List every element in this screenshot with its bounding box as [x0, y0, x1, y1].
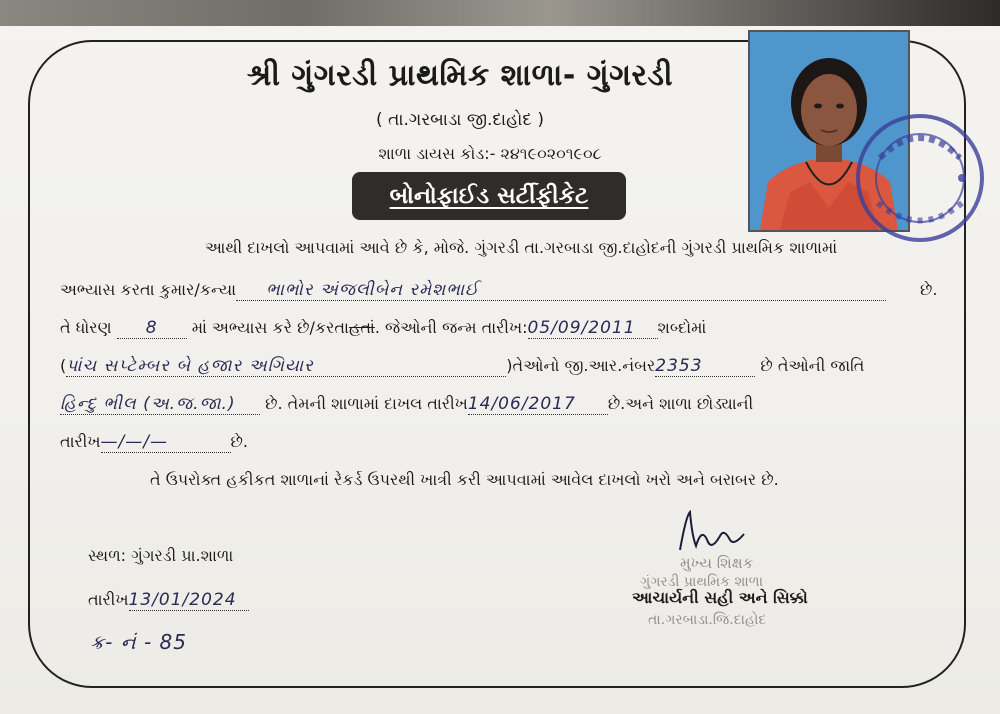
taluka-district: ( તા.ગરબાડા જી.દાહોદ ): [376, 110, 544, 130]
standard-field: [117, 318, 187, 339]
body-line-5: [60, 394, 940, 415]
dise-code: શાળા ડાયસ કોડ:- ૨૪૧૯૦૨૦૧૯૦૮: [378, 144, 602, 163]
gr-number: 2353: [655, 356, 703, 376]
birth-date-label: . જેઓની જન્મ તારીખ:: [374, 318, 528, 337]
birth-date: 05/09/2011: [527, 318, 636, 338]
leaving-date-label: તારીખ: [60, 432, 101, 451]
caste-label: છે તેઓની જાતિ: [760, 356, 865, 375]
issue-date-label: તારીખ: [88, 590, 129, 609]
body-line-2: [60, 280, 940, 301]
admission-date: 14/06/2017: [467, 394, 576, 414]
leaving-date-field: [101, 432, 231, 453]
in-words-label: શબ્દોમાં: [657, 318, 707, 337]
signature-caption: આચાર્યની સહી અને સિક્કો: [632, 588, 808, 607]
paren-open: (: [60, 356, 67, 375]
stamp-school: ગુંગરડી પ્રાથમિક શાળા: [640, 574, 764, 590]
serial-number: ક્ર- નં - 85: [90, 630, 187, 654]
admission-label: છે. તેમની શાળામાં દાખલ તારીખ: [265, 394, 468, 413]
line6-end: છે.: [230, 432, 248, 451]
birth-date-field: [528, 318, 658, 339]
certificate-title: બોનોફાઈડ સર્ટીફીકેટ: [389, 183, 589, 209]
birth-words: પાંચ સપ્ટેમ્બર બે હજાર અગિયાર: [66, 356, 314, 376]
gr-field: [655, 356, 755, 377]
student-name: ભાભોર અંજલીબેન રમેશભાઈ: [266, 280, 480, 300]
body-line-3: [60, 318, 940, 339]
place: સ્થળ: ગુંગરડી પ્રા.શાળા: [88, 546, 234, 565]
certificate-title-badge: [352, 172, 626, 220]
standard-label: તે ધોરણ: [60, 318, 112, 337]
principal-signature-icon: [672, 506, 752, 556]
scan-top-edge: [0, 0, 1000, 26]
caste-field: [60, 394, 260, 415]
leaving-label: છે.અને શાળા છોડ્યાની: [607, 394, 754, 413]
birth-words-field: [66, 356, 506, 377]
gr-label: )તેઓનો જી.આર.નંબર: [506, 356, 656, 375]
school-title: શ્રી ગુંગરડી પ્રાથમિક શાળા- ગુંગરડી: [246, 58, 674, 93]
stamp-taluka: તા.ગરબાડા.જિ.દાહોદ: [648, 612, 767, 628]
caste-value: હિન્દુ ભીલ (અ.જ.જા.): [60, 394, 236, 414]
study-text: માં અભ્યાસ કરે છે/કરતા: [191, 318, 349, 337]
struck-word: હતાં: [348, 318, 375, 337]
standard-value: 8: [145, 318, 158, 338]
line2-end: છે.: [920, 280, 938, 299]
leaving-date: —/—/—: [100, 432, 168, 452]
verification-statement: તે ઉપરોક્ત હકીકત શાળાનાં રેકર્ડ ઉપરથી ખાત્રી કરી આપવામાં આવેલ દાખલો ખરો અને બરાબર છે.: [150, 470, 779, 489]
stamp-designation: મુખ્ય શિક્ષક: [680, 554, 754, 572]
body-line-4: [60, 356, 940, 377]
issue-date: [88, 590, 249, 611]
body-line-6: [60, 432, 940, 453]
admission-date-field: [468, 394, 608, 415]
student-name-field: [236, 280, 886, 301]
student-label: અભ્યાસ કરતા કુમાર/કન્યા: [60, 280, 237, 299]
issue-date-value: 13/01/2024: [129, 590, 249, 611]
body-line-1: આથી દાખલો આપવામાં આવે છે કે, મોજે. ગુંગરડી તા.ગરબાડા જી.દાહોદની ગુંગરડી પ્રાથમિક શાળામાં: [205, 238, 838, 257]
school-stamp-seal: [850, 108, 990, 248]
